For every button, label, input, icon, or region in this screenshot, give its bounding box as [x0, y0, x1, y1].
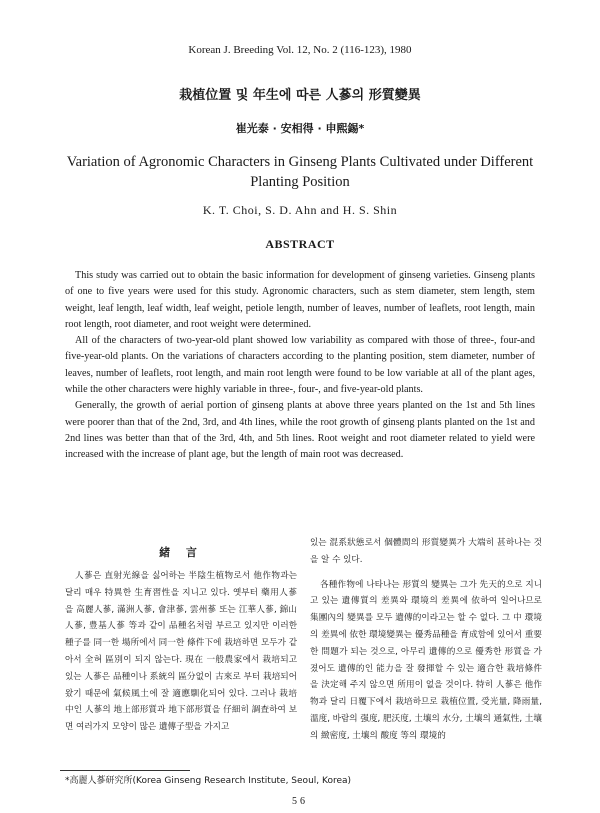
body-paragraph: 人蔘은 直射光線을 싫어하는 半陰生植物로서 他作物과는 달리 매우 特異한 生育習性을 지니고 있다. 옛부터 藥用人蔘을 高麗人蔘, 滿洲人蔘, 會津蔘, 雲州蔘 또는 江華人蔘, 錦山人蔘, 豊基人蔘 等과 같이 品種名처럼 부르고 있지만 이러한 種子를 同一한 場所에서 同一한 條件下에 栽培하면 모두가 같아서 全혀 區別이 되지 않는다. 現在 一般農家에서 栽培되고 있는 人蔘은 品種이나 系統의 區分없이 古來로 부터 栽培되어 왔기 때문에 氣候風土에 잘 適應馴化되어 있다. 그러나 栽培中인 人蔘의 地上部形質과 地下部形質을 仔細히 調査하여 보면 여러가지 모양이 많은 遺傳子型을 가지고: [65, 571, 297, 733]
left-column: [65, 540, 297, 736]
english-authors: K. T. Choi, S. D. Ahn and H. S. Shin: [202, 203, 398, 217]
abstract-paragraph: All of the characters of two-year-old plant showed low variability as compared with those of three-, four-and five-year-old plants. On the variations of characters according to the planting position, stem diameter, number of leaves, number of leaflets, root length, and main root length were found to be low variable at all of the plant ages, while the other characters were highly variable in three-, four-, and five-year-old plants.: [65, 335, 535, 396]
body-paragraph: 各種作物에 나타나는 形質의 變異는 그가 先天的으로 지니고 있는 遺傳質의 差異와 環境의 差異에 依하여 일어나므로 集團內의 變異를 모두 遺傳的이라고는 할 수 없다. 그 中 環境의 差異에 依한 環境變異는 優秀品種을 育成함에 있어서 重要한 問題가 되는 것으로, 아무리 遺傳的으로 優秀한 形質을 가졌어도 遺傳的인 能力을 잘 發揮할 수 있는 適合한 栽培條件을 決定해 주지 않으면 所用이 없을 것이다. 特히 人蔘은 他作物과 달리 日覆下에서 栽培하므로 栽植位置, 受光量, 降雨量, 溫度, 바람의 强度, 肥沃度, 土壤의 水分, 土壤의 通氣性, 土壤의 緻密度, 土壤의 酸度 等의 環境的: [310, 579, 542, 741]
footnote-divider: [60, 770, 190, 771]
body-paragraph: 있는 混系狀態로서 個體間의 形質變異가 大端히 甚하나는 것을 알 수 있다.: [310, 538, 542, 565]
abstract-paragraph: This study was carried out to obtain the basic information for development of ginseng varieties. Ginseng plants of one to five years were used for this study. Agronomic characters, such as stem diameter, stem length, stem weight, leaf length, leaf width, leaf weight, petiole length, number of leaves, number of leaflets, root length, main root length, root diameter, and root weight were determined.: [65, 270, 535, 330]
page-number: 56: [292, 796, 308, 807]
abstract-body: [65, 268, 535, 464]
korean-title: 栽植位置 및 年生에 따른 人蔘의 形質變異: [179, 88, 421, 103]
section-heading-introduction: 緒 言: [159, 546, 203, 559]
journal-citation: Korean J. Breeding Vol. 12, No. 2 (116-123), 1980: [188, 44, 412, 56]
abstract-heading: ABSTRACT: [265, 237, 335, 251]
footnote-affiliation: *高麗人蔘研究所(Korea Ginseng Research Institute, Seoul, Korea): [65, 776, 352, 786]
korean-authors: 崔光泰 · 安相得 · 申熙錫*: [235, 122, 365, 135]
abstract-paragraph: Generally, the growth of aerial portion of ginseng plants at above three years planted on the 1st and 5th lines were poorer than that of the 2nd, 3rd, and 4th lines, while the root growth of ginseng plants planted on the 1st and 2nd lines was better than that of the 3rd, 4th, and 5th lines. Root weight and root diameter related to yield were increased with the increase of plant age, but the length of main root was decreased.: [65, 400, 535, 461]
right-column: [310, 535, 542, 745]
english-title: Variation of Agronomic Characters in Ginseng Plants Cultivated under Different Planting Position: [66, 154, 534, 190]
